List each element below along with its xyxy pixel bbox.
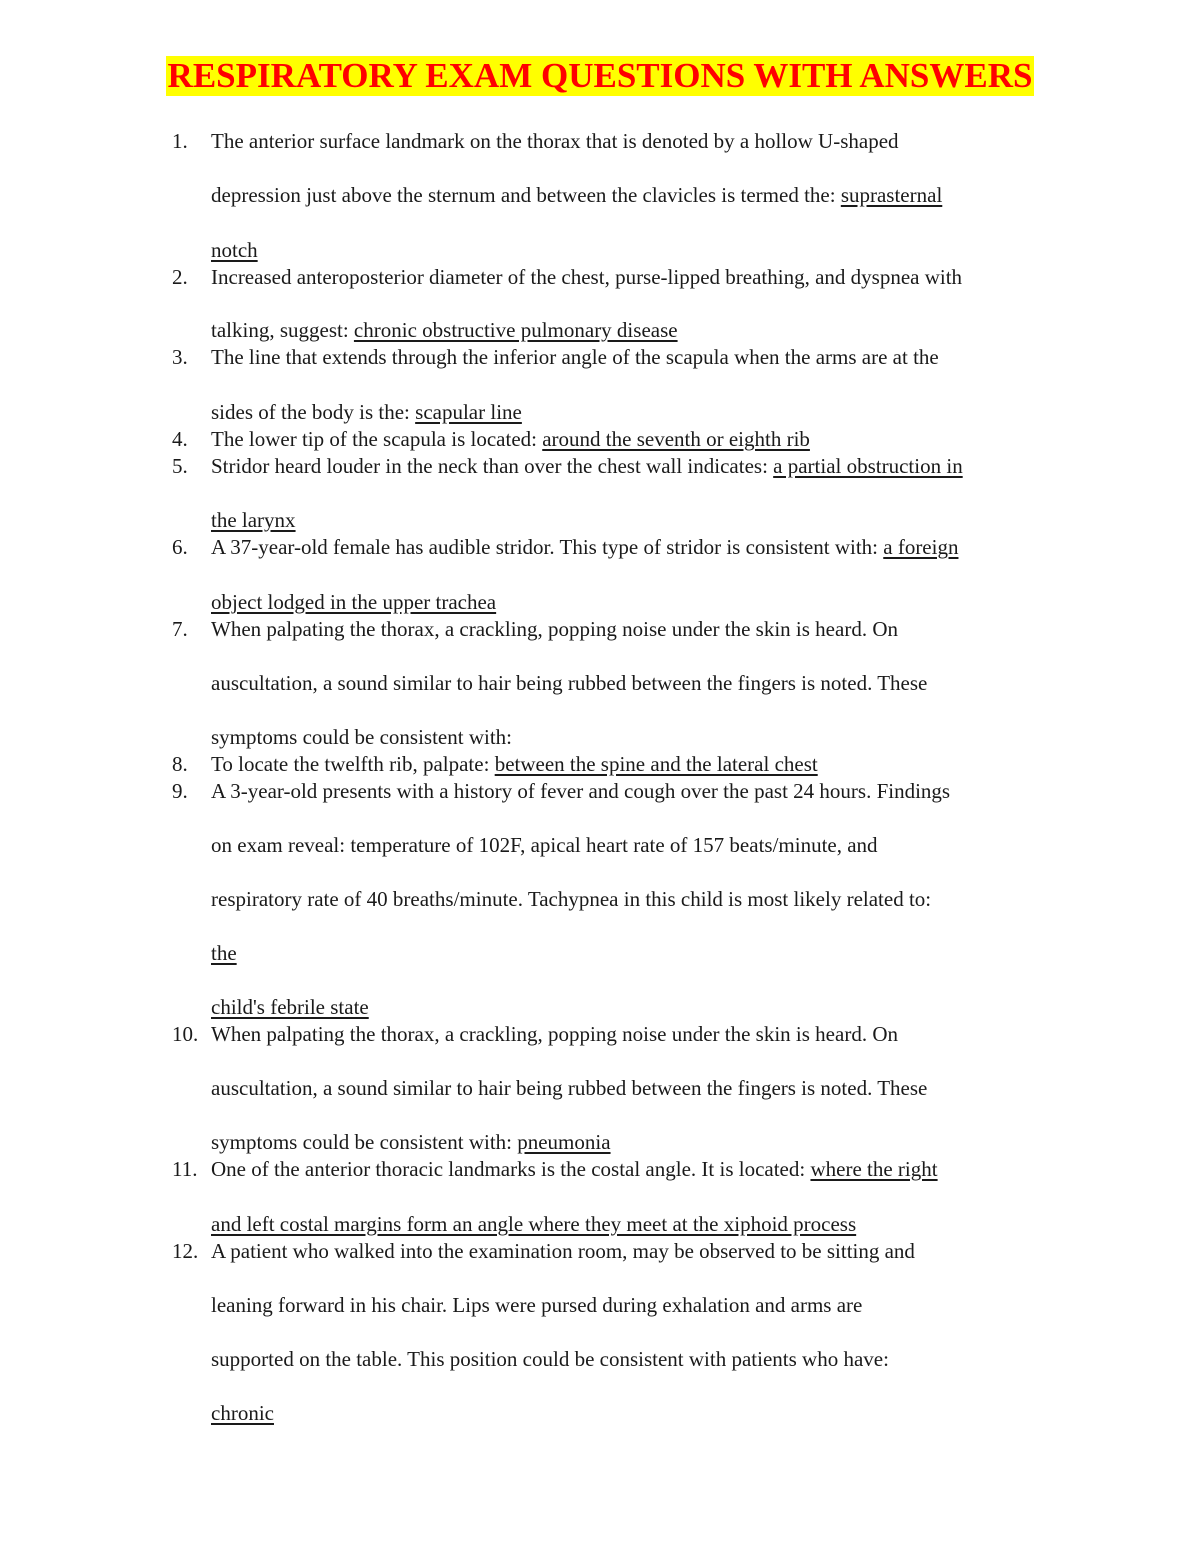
question-number: 2. xyxy=(172,265,188,289)
question-line xyxy=(211,1076,927,1101)
question-text: sides of the body is the: xyxy=(211,400,416,424)
question-line xyxy=(211,752,818,777)
question-number: 12. xyxy=(172,1239,199,1263)
answer-text: between the spine and the lateral chest xyxy=(494,752,818,776)
question-line xyxy=(211,508,296,533)
question-number: 11. xyxy=(172,1157,198,1181)
answer-text: where the right xyxy=(810,1157,938,1181)
title-container xyxy=(0,56,1200,96)
question-line xyxy=(211,1130,611,1155)
question-number: 1. xyxy=(172,129,188,153)
question-text: auscultation, a sound similar to hair being rubbed between the fingers is noted. These xyxy=(211,1076,928,1100)
answer-text: pneumonia xyxy=(517,1130,611,1154)
question-number: 3. xyxy=(172,345,188,369)
question-line xyxy=(211,671,927,696)
question-text: Increased anteroposterior diameter of the chest, purse-lipped breathing, and dyspnea with xyxy=(211,265,963,289)
question-text: A 37-year-old female has audible stridor. This type of stridor is consistent with: xyxy=(211,535,884,559)
question-text: depression just above the sternum and between the clavicles is termed the: xyxy=(211,183,841,207)
question-line xyxy=(211,833,878,858)
question-line xyxy=(211,238,258,263)
question-text: Stridor heard louder in the neck than over the chest wall indicates: xyxy=(211,454,774,478)
question-text: To locate the twelfth rib, palpate: xyxy=(211,752,495,776)
answer-text: scapular line xyxy=(415,400,522,424)
answer-text: child's febrile state xyxy=(211,995,369,1019)
question-line xyxy=(211,1212,856,1237)
question-line xyxy=(211,427,810,452)
answer-text: the xyxy=(211,941,237,965)
question-line xyxy=(211,1157,938,1182)
question-text: When palpating the thorax, a crackling, popping noise under the skin is heard. On xyxy=(211,1022,898,1046)
answer-text: the larynx xyxy=(211,508,296,532)
question-text: The line that extends through the inferior angle of the scapula when the arms are at the xyxy=(211,345,939,369)
question-line xyxy=(211,1401,274,1426)
question-text: leaning forward in his chair. Lips were pursed during exhalation and arms are xyxy=(211,1293,863,1317)
question-text: talking, suggest: xyxy=(211,318,354,342)
page-title: RESPIRATORY EXAM QUESTIONS WITH ANSWERS xyxy=(167,56,1033,95)
question-number: 6. xyxy=(172,535,188,559)
question-text: symptoms could be consistent with: xyxy=(211,1130,518,1154)
question-line xyxy=(211,1239,915,1264)
question-text: A patient who walked into the examination room, may be observed to be sitting and xyxy=(211,1239,915,1263)
question-text: auscultation, a sound similar to hair being rubbed between the fingers is noted. These xyxy=(211,671,928,695)
question-text: on exam reveal: temperature of 102F, apical heart rate of 157 beats/minute, and xyxy=(211,833,878,857)
question-line xyxy=(211,995,369,1020)
answer-text: and left costal margins form an angle where they meet at the xiphoid process xyxy=(211,1212,857,1236)
question-line xyxy=(211,1347,889,1372)
answer-text: notch xyxy=(211,238,258,262)
question-line xyxy=(211,183,942,208)
question-number: 4. xyxy=(172,427,188,451)
answer-text: chronic obstructive pulmonary disease xyxy=(353,318,678,342)
question-number: 10. xyxy=(172,1022,199,1046)
question-line xyxy=(211,454,963,479)
answer-text: around the seventh or eighth rib xyxy=(542,427,810,451)
question-line xyxy=(211,1022,898,1047)
question-line xyxy=(211,400,522,425)
question-text: When palpating the thorax, a crackling, popping noise under the skin is heard. On xyxy=(211,617,898,641)
question-line xyxy=(211,779,950,804)
answer-text: a partial obstruction in xyxy=(773,454,963,478)
question-text: The lower tip of the scapula is located: xyxy=(211,427,543,451)
question-number: 7. xyxy=(172,617,188,641)
question-line xyxy=(211,345,939,370)
question-number: 8. xyxy=(172,752,188,776)
question-line xyxy=(211,265,962,290)
question-text: A 3-year-old presents with a history of fever and cough over the past 24 hours. Findings xyxy=(211,779,951,803)
question-line xyxy=(211,590,496,615)
question-line xyxy=(211,535,958,560)
answer-text: object lodged in the upper trachea xyxy=(211,590,497,614)
question-text: One of the anterior thoracic landmarks is the costal angle. It is located: xyxy=(211,1157,811,1181)
answer-text: a foreign xyxy=(883,535,959,559)
question-line xyxy=(211,129,899,154)
answer-text: chronic xyxy=(211,1401,274,1425)
question-line xyxy=(211,1293,862,1318)
question-number: 5. xyxy=(172,454,188,478)
question-number: 9. xyxy=(172,779,188,803)
question-text: respiratory rate of 40 breaths/minute. Tachypnea in this child is most likely related to: xyxy=(211,887,932,911)
question-text: symptoms could be consistent with: xyxy=(211,725,512,749)
question-text: supported on the table. This position could be consistent with patients who have: xyxy=(211,1347,889,1371)
answer-text: suprasternal xyxy=(840,183,943,207)
question-line xyxy=(211,617,898,642)
question-line xyxy=(211,941,237,966)
question-line xyxy=(211,318,678,343)
question-line xyxy=(211,725,512,750)
question-line xyxy=(211,887,931,912)
question-text: The anterior surface landmark on the thorax that is denoted by a hollow U-shaped xyxy=(211,129,899,153)
